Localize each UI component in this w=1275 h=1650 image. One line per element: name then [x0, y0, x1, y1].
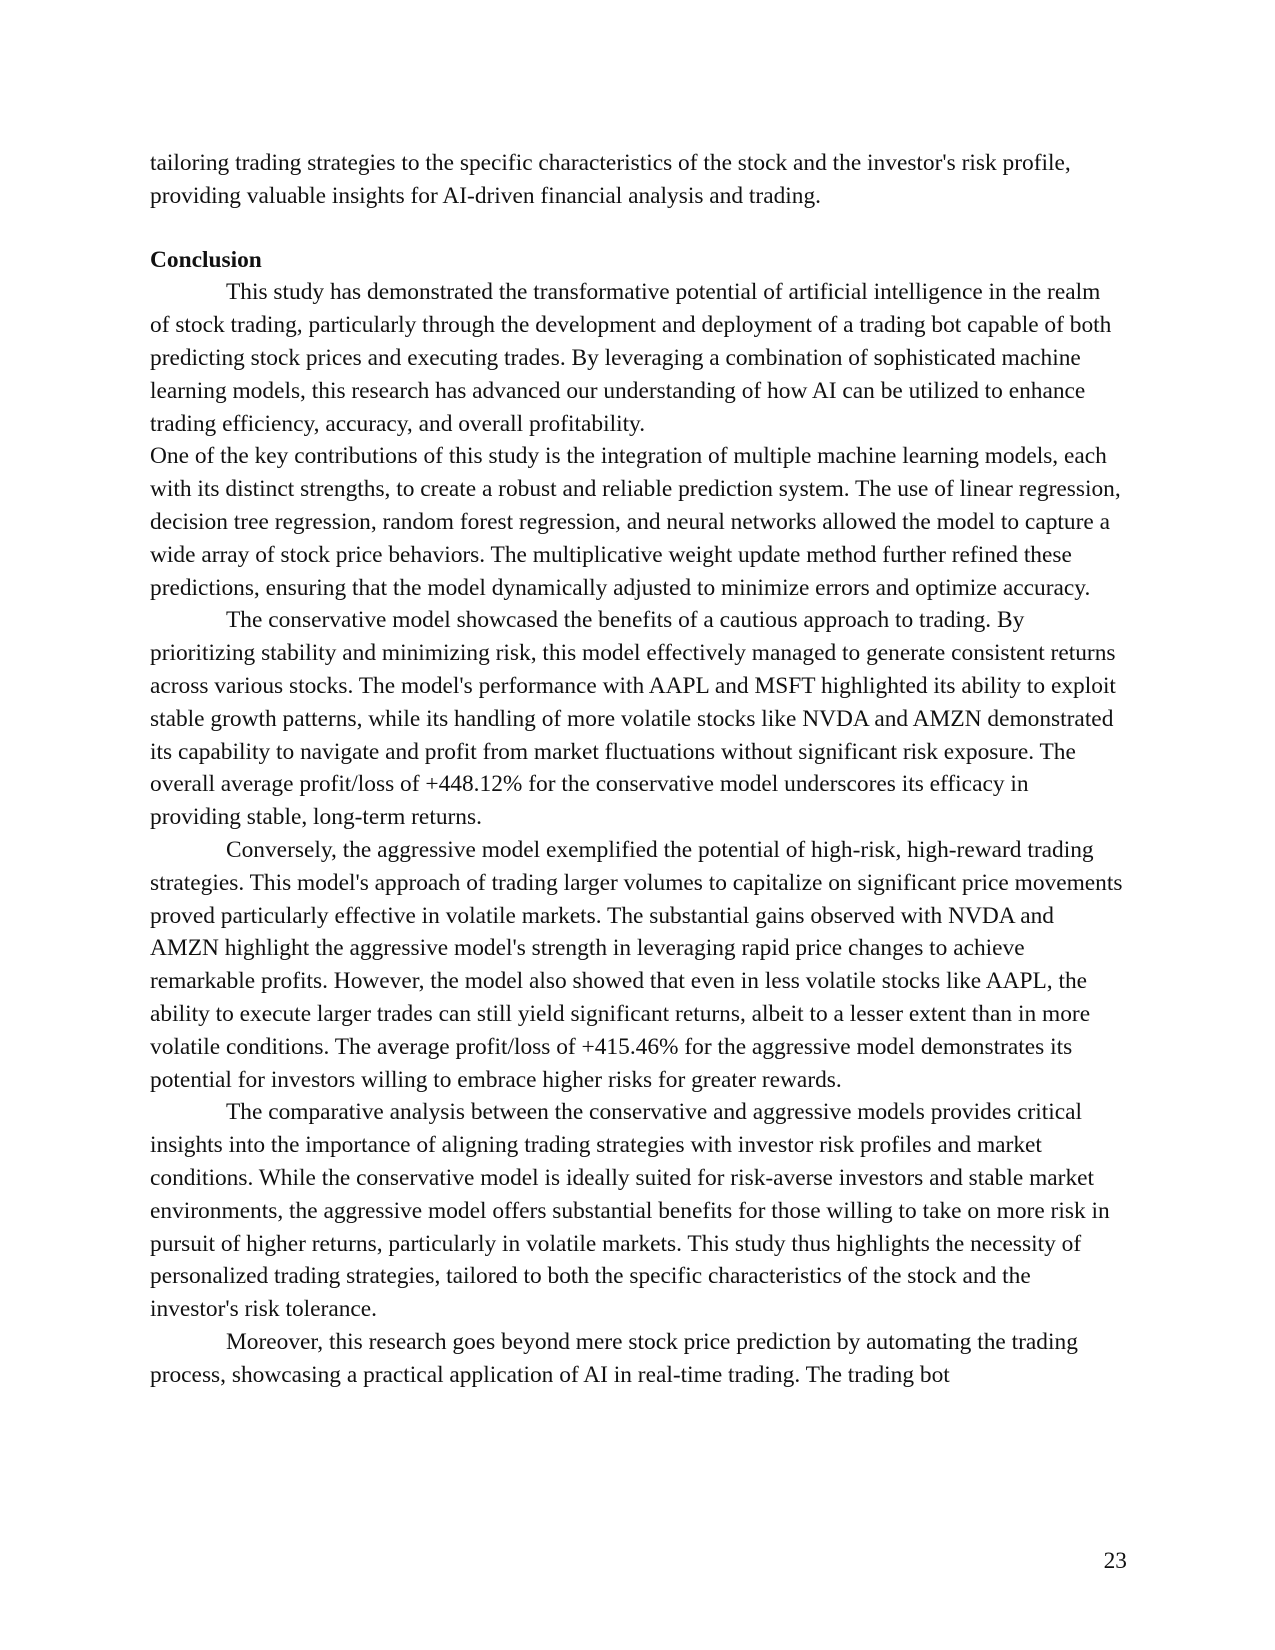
- intro-tail-paragraph: tailoring trading strategies to the specific characteristics of the stock and the investor's risk profile, providing valuable insights for AI-driven financial analysis and trading.: [150, 150, 1071, 209]
- page-number: 23: [1103, 1548, 1127, 1574]
- paragraph-5: The comparative analysis between the conservative and aggressive models provides critical insights into the importance of aligning trading strategies with investor risk profiles and market conditions. While the conservative model is ideally suited for risk-averse investors and stable market environments, the aggressive model offers substantial benefits for those willing to take on more risk in pursuit of higher returns, particularly in volatile markets. This study thus highlights the necessity of personalized trading strategies, tailored to both the specific characteristics of the stock and the investor's risk tolerance.: [150, 1099, 1110, 1323]
- paragraph-1: This study has demonstrated the transformative potential of artificial intelligence in the realm of stock trading, particularly through the development and deployment of a trading bot capable of both predicting stock prices and executing trades. By leveraging a combination of sophisticated machine learning models, this research has advanced our understanding of how AI can be utilized to enhance trading efficiency, accuracy, and overall profitability.: [150, 279, 1112, 437]
- paragraph-4: Conversely, the aggressive model exemplified the potential of high-risk, high-reward trading strategies. This model's approach of trading larger volumes to capitalize on significant price movements proved particularly effective in volatile markets. The substantial gains observed with NVDA and AMZN highlight the aggressive model's strength in leveraging rapid price changes to achieve remarkable profits. However, the model also showed that even in less volatile stocks like AAPL, the ability to execute larger trades can still yield significant returns, albeit to a lesser extent than in more volatile conditions. The average profit/loss of +415.46% for the aggressive model demonstrates its potential for investors willing to embrace higher risks for greater rewards.: [150, 836, 1123, 1093]
- body-text: [150, 147, 1125, 1391]
- paragraph-3: The conservative model showcased the benefits of a cautious approach to trading. By prioritizing stability and minimizing risk, this model effectively managed to generate consistent returns across various stocks. The model's performance with AAPL and MSFT highlighted its ability to exploit stable growth patterns, while its handling of more volatile stocks like NVDA and AMZN demonstrated its capability to navigate and profit from market fluctuations without significant risk exposure. The overall average profit/loss of +448.12% for the conservative model underscores its efficacy in providing stable, long-term returns.: [150, 607, 1116, 831]
- paragraph-6: Moreover, this research goes beyond mere stock price prediction by automating the trading process, showcasing a practical application of AI in real-time trading. The trading bot: [150, 1328, 1078, 1388]
- section-heading: Conclusion: [150, 246, 262, 273]
- paragraph-2: One of the key contributions of this study is the integration of multiple machine learning models, each with its distinct strengths, to create a robust and reliable prediction system. The use of linear regression, decision tree regression, random forest regression, and neural networks allowed the model to capture a wide array of stock price behaviors. The multiplicative weight update method further refined these predictions, ensuring that the model dynamically adjusted to minimize errors and optimize accuracy.: [150, 443, 1121, 601]
